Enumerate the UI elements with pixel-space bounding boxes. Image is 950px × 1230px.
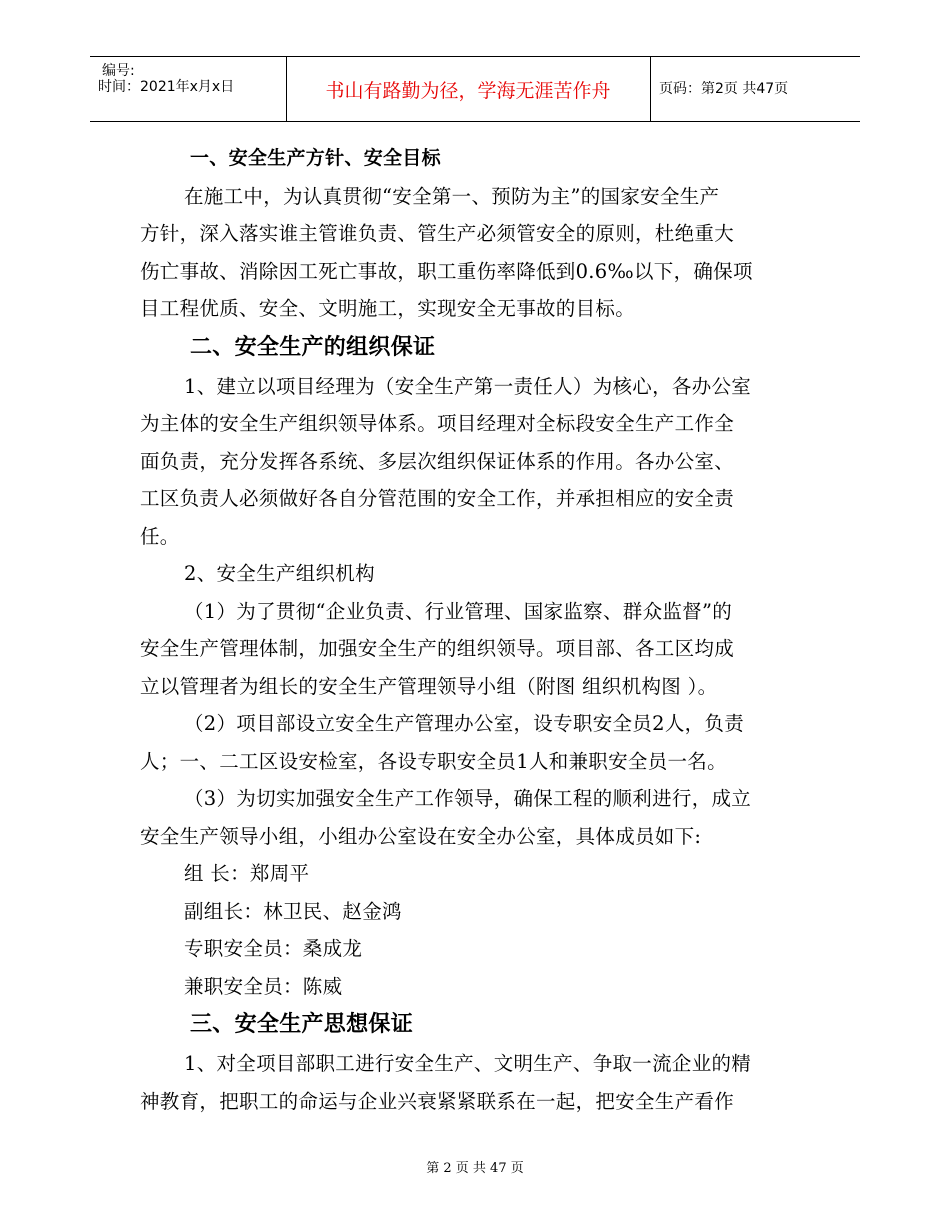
paragraph-line: 1、建立以项目经理为（安全生产第一责任人）为核心，各办公室 — [184, 374, 752, 398]
paragraph-line: 任。 — [140, 524, 180, 548]
section-heading-3: 三、安全生产思想保证 — [190, 1012, 414, 1037]
paragraph-line: 立以管理者为组长的安全生产管理领导小组（附图 组织机构图 ）。 — [140, 674, 718, 698]
paragraph-line: （1）为了贯彻“企业负责、行业管理、国家监察、群众监督”的 — [184, 599, 733, 623]
paragraph-line: 人；一、二工区设安检室，各设专职安全员1人和兼职安全员一名。 — [140, 749, 727, 773]
header-time-label: 时间：2021年x月x日 — [98, 79, 235, 95]
page-footer: 第 2 页 共 47 页 — [426, 1161, 524, 1176]
member-line-deputy: 副组长：林卫民、赵金鸿 — [184, 899, 402, 923]
paragraph-line: 为主体的安全生产组织领导体系。项目经理对全标段安全生产工作全 — [140, 412, 735, 435]
paragraph-line: 工区负责人必须做好各自分管范围的安全工作，并承担相应的安全责 — [140, 487, 735, 510]
paragraph-line: 1、对全项目部职工进行安全生产、文明生产、争取一流企业的精 — [184, 1052, 752, 1075]
paragraph-line: 安全生产领导小组，小组办公室设在安全办公室，具体成员如下: — [140, 824, 702, 848]
paragraph-line: 2、安全生产组织机构 — [184, 562, 375, 585]
member-line-fulltime: 专职安全员：桑成龙 — [184, 937, 363, 960]
paragraph-line: （2）项目部设立安全生产管理办公室，设专职安全员2人，负责 — [184, 712, 745, 735]
header-page-info: 页码：第2页 共47页 — [659, 81, 789, 97]
paragraph-line: 安全生产管理体制，加强安全生产的组织领导。项目部、各工区均成 — [140, 637, 735, 660]
member-line-parttime: 兼职安全员：陈威 — [184, 974, 343, 998]
header-number-label: 编号: — [102, 63, 135, 79]
paragraph-line: 目工程优质、安全、文明施工，实现安全无事故的目标。 — [140, 297, 636, 320]
paragraph-line: 伤亡事故、消除因工死亡事故，职工重伤率降低到0.6‰以下，确保项 — [140, 259, 753, 283]
header-motto: 书山有路勤为径，学海无涯苦作舟 — [325, 79, 611, 102]
paragraph-line: 神教育，把职工的命运与企业兴衰紧紧联系在一起，把安全生产看作 — [140, 1089, 735, 1113]
paragraph-line: 方针，深入落实谁主管谁负责、管生产必须管安全的原则，杜绝重大 — [140, 222, 735, 245]
paragraph-line: 在施工中，为认真贯彻“安全第一、预防为主”的国家安全生产 — [184, 184, 720, 208]
header-divider-right — [650, 56, 651, 122]
document-body — [140, 140, 820, 1120]
section-heading-1: 一、安全生产方针、安全目标 — [190, 147, 441, 169]
paragraph-line: （3）为切实加强安全生产工作领导，确保工程的顺利进行，成立 — [184, 787, 752, 810]
section-heading-2: 二、安全生产的组织保证 — [190, 334, 436, 360]
paragraph-line: 面负责，充分发挥各系统、多层次组织保证体系的作用。各办公室、 — [140, 449, 735, 473]
member-line-leader: 组 长：郑周平 — [184, 862, 310, 885]
